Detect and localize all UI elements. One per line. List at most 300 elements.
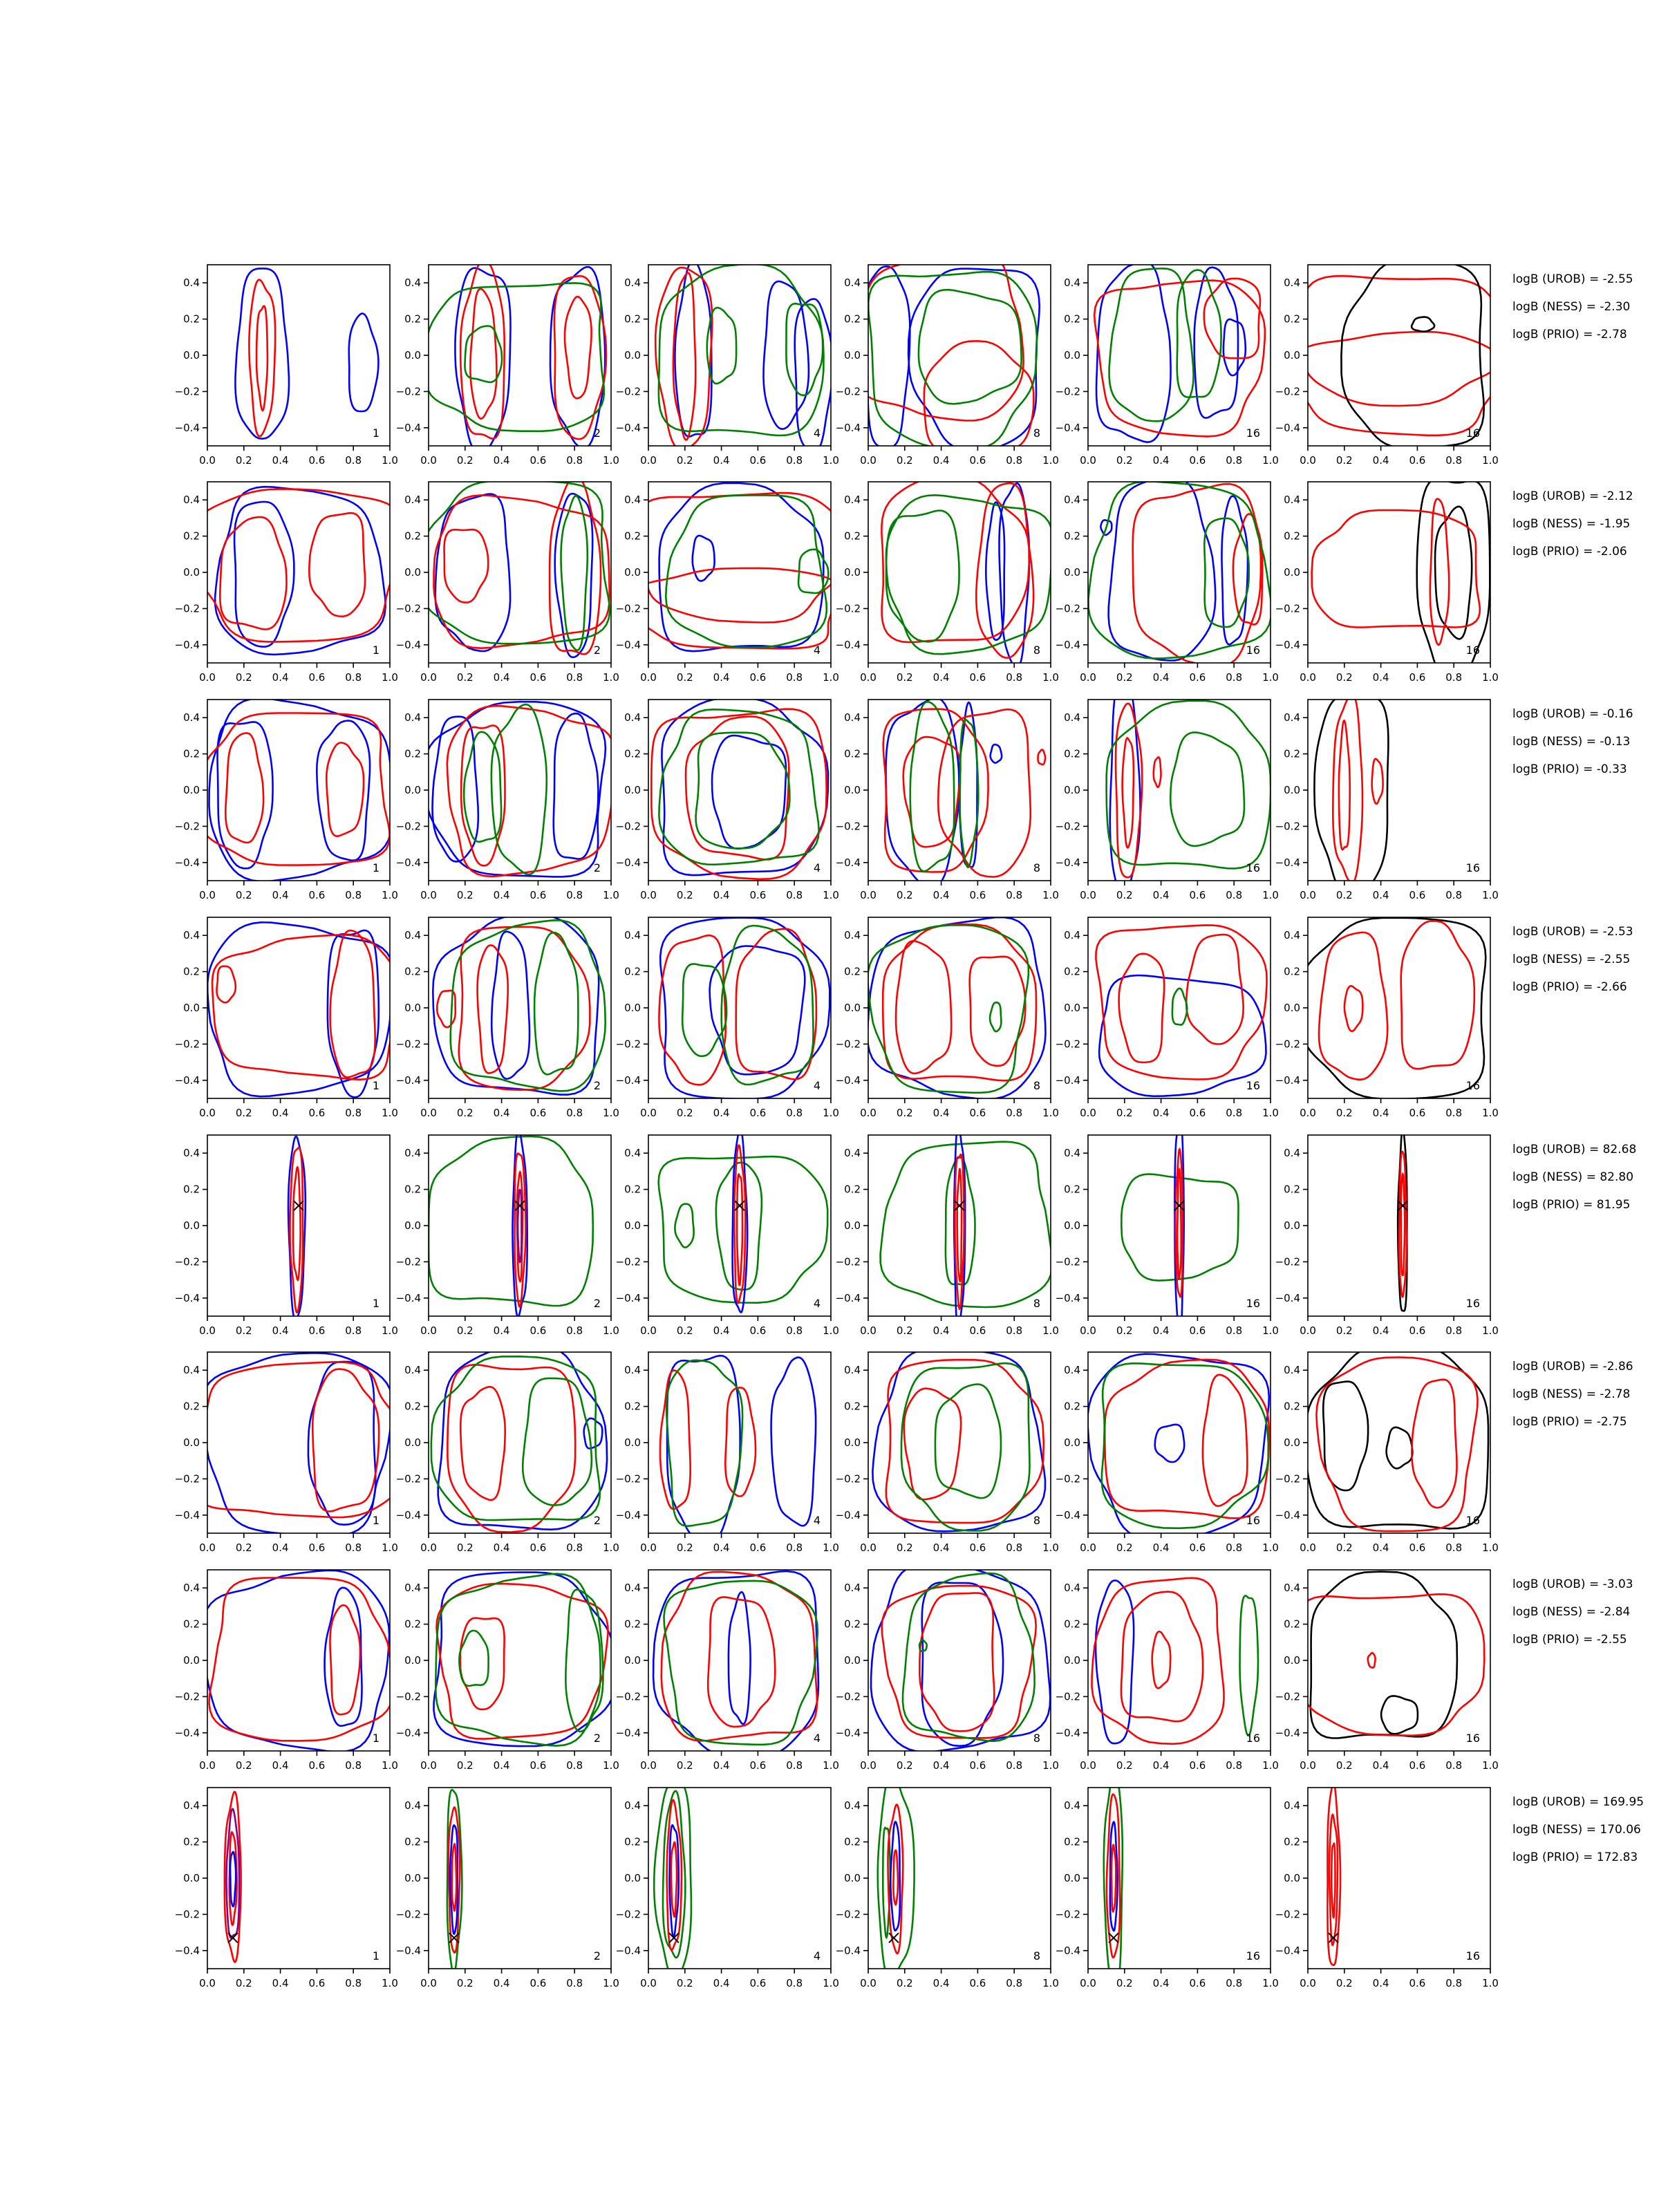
x-tick-label: 0.2 bbox=[1116, 889, 1133, 901]
x-tick-label: 0.8 bbox=[345, 454, 362, 467]
x-tick-label: 0.0 bbox=[1300, 1324, 1316, 1337]
panel-label: 4 bbox=[813, 1297, 821, 1310]
y-tick-label: −0.4 bbox=[174, 1944, 200, 1957]
axes-frame bbox=[207, 1570, 390, 1751]
x-tick-label: 0.8 bbox=[345, 1977, 362, 1989]
y-tick-label: 0.0 bbox=[404, 1002, 421, 1014]
contour-group bbox=[425, 261, 606, 453]
panel-r2-c1 bbox=[175, 482, 403, 684]
contour-red bbox=[1204, 279, 1260, 358]
y-tick-label: −0.2 bbox=[835, 1255, 861, 1268]
x-tick-label: 0.6 bbox=[1189, 1977, 1206, 1989]
true-value-marker bbox=[955, 1201, 964, 1210]
panel-label: 16 bbox=[1465, 644, 1480, 657]
contour-red bbox=[437, 1584, 608, 1739]
x-tick-label: 1.0 bbox=[382, 889, 398, 901]
x-tick-label: 0.6 bbox=[969, 1324, 986, 1337]
panel-r5-c6 bbox=[1275, 1130, 1499, 1337]
x-tick-label: 0.8 bbox=[1445, 1324, 1463, 1337]
x-tick-label: 0.8 bbox=[1006, 671, 1023, 684]
panel-r7-c5 bbox=[1056, 1570, 1279, 1772]
x-tick-label: 0.0 bbox=[1080, 889, 1096, 901]
contour-red bbox=[1133, 484, 1261, 666]
panel-r8-c3 bbox=[616, 1781, 839, 1989]
contour-green bbox=[990, 1002, 1001, 1031]
x-tick-label: 0.4 bbox=[1152, 1759, 1170, 1772]
y-tick-label: −0.4 bbox=[835, 638, 861, 651]
y-tick-label: 0.0 bbox=[624, 1002, 641, 1014]
y-tick-label: −0.2 bbox=[1055, 1255, 1080, 1268]
x-tick-label: 0.4 bbox=[1152, 1977, 1170, 1989]
y-tick-label: 0.2 bbox=[1284, 965, 1300, 978]
contour-group bbox=[1398, 1130, 1407, 1311]
panel-label: 1 bbox=[372, 1297, 379, 1310]
x-tick-label: 0.6 bbox=[308, 671, 326, 684]
x-tick-label: 0.8 bbox=[1006, 1977, 1023, 1989]
y-tick-label: 0.0 bbox=[844, 349, 861, 362]
contour-green bbox=[429, 1136, 593, 1306]
x-tick-label: 0.6 bbox=[529, 671, 547, 684]
x-tick-label: 0.4 bbox=[493, 1977, 510, 1989]
x-tick-label: 0.2 bbox=[1116, 1324, 1133, 1337]
y-tick-label: 0.0 bbox=[183, 566, 200, 579]
y-tick-label: 0.2 bbox=[844, 965, 861, 978]
x-tick-label: 0.6 bbox=[749, 1977, 767, 1989]
panel-label: 16 bbox=[1246, 1732, 1260, 1745]
x-tick-label: 0.0 bbox=[860, 671, 877, 684]
panel-r1-c1 bbox=[175, 265, 398, 467]
y-tick-label: 0.4 bbox=[404, 711, 421, 724]
contour-red bbox=[470, 289, 496, 419]
panel-label: 1 bbox=[372, 1732, 379, 1745]
y-tick-label: 0.2 bbox=[624, 1835, 641, 1848]
contour-red bbox=[1112, 1845, 1116, 1912]
contour-group bbox=[1088, 1354, 1269, 1539]
y-tick-label: 0.4 bbox=[1064, 276, 1080, 290]
x-tick-label: 0.0 bbox=[860, 1977, 877, 1989]
y-tick-label: −0.2 bbox=[1275, 602, 1300, 615]
x-tick-label: 0.4 bbox=[272, 889, 289, 901]
x-tick-label: 0.6 bbox=[969, 1759, 986, 1772]
x-tick-label: 0.4 bbox=[272, 1107, 289, 1119]
y-tick-label: 0.0 bbox=[183, 1872, 200, 1884]
x-tick-label: 0.6 bbox=[308, 454, 326, 467]
x-tick-label: 0.0 bbox=[420, 889, 437, 901]
panel-label: 2 bbox=[593, 644, 601, 657]
contour-green bbox=[682, 964, 727, 1056]
contour-group bbox=[235, 268, 378, 438]
x-tick-label: 0.6 bbox=[1189, 1541, 1206, 1554]
y-tick-label: −0.4 bbox=[1275, 856, 1300, 869]
x-tick-label: 0.0 bbox=[640, 1324, 657, 1337]
panel-r6-c2 bbox=[396, 1346, 619, 1554]
x-tick-label: 0.2 bbox=[1335, 1541, 1353, 1554]
x-tick-label: 0.0 bbox=[640, 1107, 657, 1119]
contour-purple bbox=[518, 1190, 521, 1262]
y-tick-label: 0.0 bbox=[844, 1219, 861, 1232]
contour-red bbox=[444, 529, 489, 603]
contour-group bbox=[855, 251, 1040, 452]
x-tick-label: 1.0 bbox=[823, 454, 839, 467]
x-tick-label: 0.8 bbox=[566, 1759, 583, 1772]
x-tick-label: 0.2 bbox=[896, 1759, 913, 1772]
y-tick-label: 0.2 bbox=[1284, 312, 1300, 326]
y-tick-label: −0.4 bbox=[1275, 638, 1300, 651]
x-tick-label: 0.6 bbox=[749, 1107, 767, 1119]
y-tick-label: −0.4 bbox=[174, 1726, 200, 1739]
contour-group bbox=[655, 261, 832, 451]
x-tick-label: 0.6 bbox=[1409, 454, 1426, 467]
panel-label: 2 bbox=[593, 1297, 601, 1310]
x-tick-label: 0.8 bbox=[786, 454, 803, 467]
x-tick-label: 0.2 bbox=[1335, 1324, 1353, 1337]
x-tick-label: 0.6 bbox=[969, 1977, 986, 1989]
x-tick-label: 0.2 bbox=[1116, 1977, 1133, 1989]
panel-r4-c6 bbox=[1275, 917, 1499, 1119]
panel-label: 2 bbox=[593, 861, 601, 874]
y-tick-label: 0.0 bbox=[1284, 1002, 1300, 1014]
contour-group bbox=[434, 1573, 616, 1747]
logb-annotation: logB (PRIO) = 172.83 bbox=[1512, 1850, 1638, 1864]
x-tick-label: 0.8 bbox=[566, 1324, 583, 1337]
x-tick-label: 0.2 bbox=[676, 1759, 693, 1772]
x-tick-label: 0.8 bbox=[1445, 889, 1463, 901]
x-tick-label: 0.0 bbox=[1080, 1541, 1096, 1554]
x-tick-label: 0.2 bbox=[896, 671, 913, 684]
y-tick-label: 0.4 bbox=[1284, 1582, 1300, 1595]
contour-group bbox=[1300, 1572, 1484, 1738]
y-tick-label: 0.2 bbox=[624, 1400, 641, 1413]
x-tick-label: 0.8 bbox=[1226, 1541, 1243, 1554]
y-tick-label: −0.4 bbox=[1055, 1074, 1080, 1087]
contour-black bbox=[1323, 1382, 1368, 1491]
contour-group bbox=[651, 698, 828, 879]
y-tick-label: −0.2 bbox=[1055, 820, 1080, 833]
contour-group bbox=[659, 1129, 827, 1312]
y-tick-label: 0.0 bbox=[1064, 1872, 1080, 1884]
panel-label: 8 bbox=[1033, 644, 1040, 657]
x-tick-label: 0.0 bbox=[1080, 1324, 1096, 1337]
x-tick-label: 0.8 bbox=[786, 1324, 803, 1337]
contour-red bbox=[326, 742, 364, 836]
x-tick-label: 0.8 bbox=[786, 671, 803, 684]
contour-red bbox=[1152, 1631, 1171, 1688]
y-tick-label: −0.4 bbox=[174, 421, 200, 434]
contour-blue bbox=[1096, 1580, 1134, 1743]
panel-label: 16 bbox=[1465, 861, 1480, 874]
true-value-marker bbox=[889, 1933, 899, 1942]
x-tick-label: 0.6 bbox=[308, 1107, 326, 1119]
x-tick-label: 1.0 bbox=[1482, 889, 1499, 901]
y-tick-label: −0.2 bbox=[615, 1908, 641, 1921]
y-tick-label: −0.2 bbox=[1275, 1908, 1300, 1921]
x-tick-label: 0.4 bbox=[932, 1977, 950, 1989]
y-tick-label: −0.4 bbox=[395, 1726, 421, 1739]
contour-red bbox=[659, 935, 725, 1085]
y-tick-label: 0.4 bbox=[624, 1364, 641, 1377]
x-tick-label: 0.0 bbox=[199, 1324, 216, 1337]
x-tick-label: 0.2 bbox=[676, 1107, 693, 1119]
x-tick-label: 0.0 bbox=[420, 1541, 437, 1554]
y-tick-label: 0.2 bbox=[183, 747, 200, 760]
x-tick-label: 0.6 bbox=[1189, 1324, 1206, 1337]
y-tick-label: 0.0 bbox=[844, 784, 861, 796]
y-tick-label: 0.2 bbox=[404, 965, 421, 978]
y-tick-label: 0.0 bbox=[1284, 784, 1300, 796]
contour-green bbox=[935, 1384, 1001, 1498]
contour-red bbox=[1344, 986, 1363, 1031]
x-tick-label: 0.2 bbox=[896, 1977, 913, 1989]
y-tick-label: 0.4 bbox=[1284, 494, 1300, 507]
y-tick-label: 0.2 bbox=[1284, 747, 1300, 760]
x-tick-label: 0.0 bbox=[1080, 1759, 1096, 1772]
contour-green bbox=[459, 1631, 488, 1686]
logb-annotation: logB (NESS) = -2.30 bbox=[1512, 300, 1631, 314]
axes-frame bbox=[429, 1352, 611, 1533]
x-tick-label: 0.8 bbox=[345, 1324, 362, 1337]
y-tick-label: 0.4 bbox=[624, 1799, 641, 1812]
y-tick-label: 0.0 bbox=[1064, 1654, 1080, 1667]
contour-blue bbox=[550, 267, 605, 449]
contour-blue bbox=[1109, 478, 1216, 661]
panel-label: 16 bbox=[1246, 861, 1260, 874]
y-tick-label: 0.4 bbox=[1284, 276, 1300, 290]
panel-r4-c2 bbox=[396, 915, 619, 1119]
x-tick-label: 0.4 bbox=[713, 889, 730, 901]
panel-label: 16 bbox=[1246, 1079, 1260, 1092]
x-tick-label: 1.0 bbox=[1042, 1977, 1059, 1989]
panel-r5-c4 bbox=[836, 1123, 1059, 1337]
y-tick-label: −0.2 bbox=[1055, 385, 1080, 398]
y-tick-label: −0.2 bbox=[835, 602, 861, 615]
contour-group bbox=[424, 702, 615, 877]
logb-annotation: logB (PRIO) = -0.33 bbox=[1512, 762, 1627, 776]
y-tick-label: 0.4 bbox=[404, 1364, 421, 1377]
y-tick-label: 0.4 bbox=[1284, 1147, 1300, 1160]
contour-blue bbox=[328, 930, 379, 1097]
y-tick-label: 0.4 bbox=[844, 1582, 861, 1595]
contour-group bbox=[1096, 925, 1266, 1096]
panel-r6-c1 bbox=[175, 1352, 404, 1554]
y-tick-label: −0.4 bbox=[1275, 1291, 1300, 1304]
y-tick-label: 0.0 bbox=[1064, 1436, 1080, 1449]
logb-annotation: logB (PRIO) = -2.78 bbox=[1512, 328, 1627, 341]
panel-label: 8 bbox=[1033, 1079, 1040, 1092]
y-tick-label: −0.2 bbox=[1275, 1690, 1300, 1703]
panel-r2-c5 bbox=[1056, 478, 1279, 684]
x-tick-label: 0.8 bbox=[1226, 1977, 1243, 1989]
contour-red bbox=[1154, 757, 1161, 787]
y-tick-label: −0.2 bbox=[835, 820, 861, 833]
y-tick-label: 0.2 bbox=[844, 747, 861, 760]
y-tick-label: 0.2 bbox=[404, 747, 421, 760]
logb-annotation: logB (NESS) = -0.13 bbox=[1512, 735, 1631, 749]
axes-frame bbox=[207, 1352, 390, 1533]
x-tick-label: 0.2 bbox=[235, 1977, 252, 1989]
contour-red bbox=[1401, 1174, 1405, 1275]
y-tick-label: 0.2 bbox=[624, 312, 641, 326]
x-tick-label: 0.8 bbox=[345, 889, 362, 901]
contour-red bbox=[1119, 954, 1165, 1062]
x-tick-label: 0.6 bbox=[1189, 454, 1206, 467]
contour-blue bbox=[886, 698, 959, 888]
x-tick-label: 0.0 bbox=[860, 454, 877, 467]
y-tick-label: 0.2 bbox=[1064, 965, 1080, 978]
contour-group bbox=[1089, 478, 1272, 667]
logb-annotation: logB (UROB) = -3.03 bbox=[1512, 1577, 1633, 1591]
y-tick-label: −0.2 bbox=[835, 1908, 861, 1921]
y-tick-label: −0.4 bbox=[615, 856, 641, 869]
contour-red bbox=[671, 1842, 677, 1917]
y-tick-label: 0.4 bbox=[1064, 929, 1080, 942]
y-tick-label: 0.0 bbox=[624, 566, 641, 579]
contour-group bbox=[654, 1781, 691, 1980]
panel-r6-c5 bbox=[1056, 1352, 1279, 1554]
x-tick-label: 1.0 bbox=[1042, 1759, 1059, 1772]
x-tick-label: 0.6 bbox=[969, 454, 986, 467]
x-tick-label: 1.0 bbox=[603, 889, 619, 901]
y-tick-label: −0.4 bbox=[615, 1508, 641, 1521]
x-tick-label: 0.8 bbox=[566, 1541, 583, 1554]
x-tick-label: 1.0 bbox=[1262, 454, 1279, 467]
y-tick-label: −0.4 bbox=[1275, 1074, 1300, 1087]
y-tick-label: 0.4 bbox=[183, 1799, 200, 1812]
y-tick-label: 0.2 bbox=[1064, 529, 1080, 543]
panel-r6-c6 bbox=[1275, 1343, 1499, 1554]
panel-label: 16 bbox=[1246, 644, 1260, 657]
y-tick-label: −0.2 bbox=[174, 1472, 200, 1485]
x-tick-label: 1.0 bbox=[1482, 1107, 1499, 1119]
y-tick-label: 0.2 bbox=[1284, 1183, 1300, 1196]
contour-blue bbox=[1110, 680, 1141, 899]
x-tick-label: 0.8 bbox=[786, 889, 803, 901]
y-tick-label: 0.2 bbox=[1064, 1835, 1080, 1848]
y-tick-label: −0.4 bbox=[395, 1508, 421, 1521]
y-tick-label: −0.4 bbox=[174, 1508, 200, 1521]
contour-red bbox=[970, 957, 1026, 1066]
contour-green bbox=[1107, 701, 1271, 869]
y-tick-label: −0.2 bbox=[395, 602, 421, 615]
y-tick-label: 0.0 bbox=[183, 1219, 200, 1232]
panel-label: 8 bbox=[1033, 1297, 1040, 1310]
x-tick-label: 0.8 bbox=[1445, 1977, 1463, 1989]
x-tick-label: 0.4 bbox=[713, 1977, 730, 1989]
logb-annotation: logB (UROB) = -0.16 bbox=[1512, 707, 1633, 721]
axes-frame bbox=[1308, 700, 1490, 881]
x-tick-label: 0.2 bbox=[896, 454, 913, 467]
y-tick-label: −0.4 bbox=[615, 1944, 641, 1957]
panel-r3-c5 bbox=[1056, 680, 1279, 901]
y-tick-label: 0.2 bbox=[183, 1183, 200, 1196]
y-tick-label: 0.4 bbox=[1284, 929, 1300, 942]
axes-frame bbox=[207, 917, 390, 1098]
contour-red bbox=[1331, 1844, 1335, 1918]
row-annotations-2 bbox=[1512, 489, 1633, 559]
x-tick-label: 1.0 bbox=[1482, 1977, 1499, 1989]
y-tick-label: 0.4 bbox=[404, 494, 421, 507]
panel-r8-c4 bbox=[836, 1773, 1059, 1989]
contour-group bbox=[1299, 918, 1485, 1099]
x-tick-label: 0.6 bbox=[749, 889, 767, 901]
row-annotations-1 bbox=[1512, 272, 1633, 341]
x-tick-label: 0.4 bbox=[713, 1107, 730, 1119]
contour-red bbox=[639, 493, 845, 622]
y-tick-label: 0.0 bbox=[183, 349, 200, 362]
y-tick-label: 0.0 bbox=[1284, 349, 1300, 362]
x-tick-label: 0.8 bbox=[1006, 889, 1023, 901]
x-tick-label: 0.8 bbox=[566, 1977, 583, 1989]
x-tick-label: 0.0 bbox=[640, 454, 657, 467]
y-tick-label: 0.4 bbox=[624, 1147, 641, 1160]
y-tick-label: −0.4 bbox=[395, 638, 421, 651]
contour-green bbox=[1089, 482, 1272, 659]
x-tick-label: 1.0 bbox=[823, 1541, 839, 1554]
panel-label: 8 bbox=[1033, 1514, 1040, 1527]
logb-annotation: logB (PRIO) = -2.55 bbox=[1512, 1633, 1627, 1647]
y-tick-label: −0.2 bbox=[174, 820, 200, 833]
y-tick-label: 0.4 bbox=[183, 276, 200, 290]
x-tick-label: 0.0 bbox=[860, 1107, 877, 1119]
contour-red bbox=[655, 268, 712, 449]
x-tick-label: 0.4 bbox=[1152, 1541, 1170, 1554]
contour-blue bbox=[207, 922, 393, 1096]
y-tick-label: −0.2 bbox=[615, 1255, 641, 1268]
y-tick-label: −0.2 bbox=[174, 602, 200, 615]
y-tick-label: −0.2 bbox=[395, 1255, 421, 1268]
panel-r8-c5 bbox=[1056, 1766, 1279, 1989]
x-tick-label: 1.0 bbox=[382, 1107, 398, 1119]
contour-red bbox=[330, 1605, 361, 1714]
y-tick-label: 0.0 bbox=[844, 1002, 861, 1014]
contour-green bbox=[1170, 733, 1244, 846]
contour-red bbox=[460, 1387, 505, 1500]
x-tick-label: 0.4 bbox=[932, 889, 950, 901]
panel-label: 2 bbox=[593, 427, 601, 440]
panel-r1-c2 bbox=[396, 261, 619, 467]
x-tick-label: 0.6 bbox=[969, 1541, 986, 1554]
x-tick-label: 0.8 bbox=[786, 1107, 803, 1119]
y-tick-label: 0.4 bbox=[183, 1364, 200, 1377]
contour-group bbox=[883, 698, 1045, 888]
x-tick-label: 0.6 bbox=[529, 1759, 547, 1772]
row-annotations-8 bbox=[1512, 1795, 1644, 1864]
y-tick-label: 0.4 bbox=[624, 711, 641, 724]
x-tick-label: 0.4 bbox=[1152, 454, 1170, 467]
y-tick-label: 0.2 bbox=[624, 529, 641, 543]
y-tick-label: −0.2 bbox=[395, 385, 421, 398]
x-tick-label: 0.8 bbox=[566, 889, 583, 901]
y-tick-label: −0.2 bbox=[1275, 1255, 1300, 1268]
panel-label: 2 bbox=[593, 1514, 601, 1527]
x-tick-label: 0.0 bbox=[1300, 889, 1316, 901]
panel-label: 4 bbox=[813, 1514, 821, 1527]
contour-red bbox=[460, 1618, 505, 1709]
x-tick-label: 0.6 bbox=[969, 1107, 986, 1119]
panel-r1-c4 bbox=[836, 251, 1059, 467]
y-tick-label: −0.2 bbox=[1055, 1038, 1080, 1051]
y-tick-label: 0.4 bbox=[624, 929, 641, 942]
y-tick-label: −0.4 bbox=[174, 1074, 200, 1087]
panel-r5-c1 bbox=[175, 1135, 398, 1337]
contour-group bbox=[203, 1571, 394, 1752]
panel-label: 16 bbox=[1246, 427, 1260, 440]
y-tick-label: 0.4 bbox=[1064, 1364, 1080, 1377]
y-tick-label: 0.2 bbox=[183, 965, 200, 978]
x-tick-label: 0.2 bbox=[235, 1107, 252, 1119]
x-tick-label: 0.6 bbox=[529, 1977, 547, 1989]
y-tick-label: 0.0 bbox=[1284, 1436, 1300, 1449]
contour-group bbox=[1314, 695, 1388, 897]
